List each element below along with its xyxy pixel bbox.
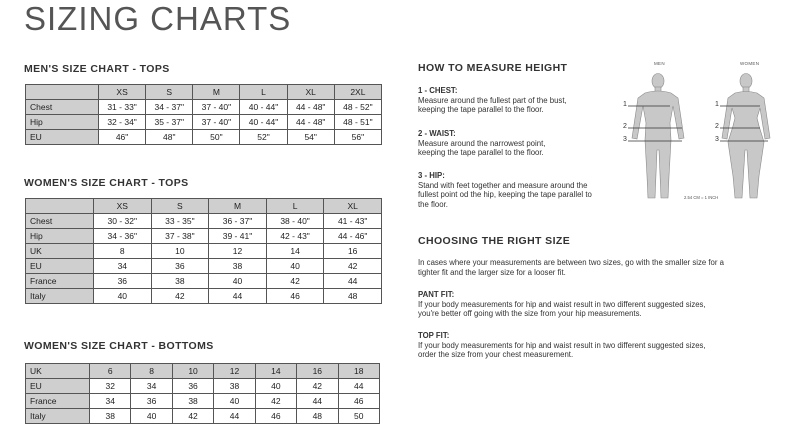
table-cell: 42 <box>266 274 324 289</box>
intro-text: In cases where your measurements are between two sizes, go with the smaller size for a tighter fit and the larger size for a looser fit. <box>418 258 724 277</box>
table-cell: 37 - 40" <box>193 115 240 130</box>
table-corner-cell <box>26 199 94 214</box>
measure-step-waist <box>418 129 568 158</box>
table-row <box>26 274 382 289</box>
body-silhouettes <box>612 58 802 208</box>
tip-title: TOP FIT: <box>418 331 450 340</box>
table-cell: 33 - 35" <box>151 214 209 229</box>
table-cell: 32 <box>90 379 131 394</box>
table-cell: 40 <box>94 289 152 304</box>
table-row <box>26 259 382 274</box>
table-cell: 50" <box>193 130 240 145</box>
table-cell: 8 <box>94 244 152 259</box>
table-cell: 39 - 41" <box>209 229 267 244</box>
table-cell: 16 <box>324 244 382 259</box>
table-cell: 42 <box>297 379 338 394</box>
table-cell: 46 <box>266 289 324 304</box>
row-label: France <box>26 394 90 409</box>
womens-bottoms-table <box>25 363 380 424</box>
table-cell: 34 - 36" <box>94 229 152 244</box>
table-cell: 34 <box>94 259 152 274</box>
table-cell: 40 <box>266 259 324 274</box>
table-row <box>26 130 382 145</box>
table-cell: 14 <box>266 244 324 259</box>
size-header: M <box>209 199 267 214</box>
table-row <box>26 229 382 244</box>
table-row <box>26 379 380 394</box>
marker-waist: 2 <box>715 123 719 130</box>
table-cell: 42 <box>255 394 296 409</box>
table-cell: 42 <box>324 259 382 274</box>
table-row <box>26 100 382 115</box>
table-cell: 38 <box>209 259 267 274</box>
table-header-row <box>26 85 382 100</box>
women-figure-label: WOMEN <box>740 61 760 66</box>
scale-note: 2.54 CM = 1 INCH <box>684 195 719 200</box>
table-cell: 10 <box>151 244 209 259</box>
size-header: 10 <box>172 364 213 379</box>
row-label: Hip <box>26 229 94 244</box>
table-corner-cell <box>26 85 99 100</box>
table-cell: 44 <box>324 274 382 289</box>
top-fit-tip <box>418 331 723 360</box>
table-cell: 40 - 44" <box>240 115 287 130</box>
size-header: S <box>151 199 209 214</box>
table-cell: 38 <box>90 409 131 424</box>
size-header: 18 <box>338 364 379 379</box>
size-header: 12 <box>214 364 255 379</box>
womens-tops-heading: WOMEN'S SIZE CHART - TOPS <box>24 177 189 189</box>
size-header: XS <box>99 85 146 100</box>
table-cell: 36 <box>151 259 209 274</box>
table-cell: 36 <box>172 379 213 394</box>
size-header: XL <box>324 199 382 214</box>
table-cell: 42 <box>172 409 213 424</box>
table-cell: 48" <box>146 130 193 145</box>
step-title: 1 - CHEST: <box>418 86 458 95</box>
table-cell: 32 - 34" <box>99 115 146 130</box>
table-row <box>26 115 382 130</box>
tip-text: If your body measurements for hip and waist result in two different suggested sizes, order the size from your chest measurement. <box>418 340 706 360</box>
size-header: XL <box>287 85 334 100</box>
row-label: Hip <box>26 115 99 130</box>
row-label: UK <box>26 364 90 379</box>
table-cell: 36 - 37" <box>209 214 267 229</box>
tip-text: If your body measurements for hip and waist result in two different suggested sizes, you're better off going with the size from your hip measurements. <box>418 299 706 319</box>
size-header: L <box>266 199 324 214</box>
step-title: 3 - HIP: <box>418 171 445 180</box>
size-header: 6 <box>90 364 131 379</box>
table-header-row <box>26 364 380 379</box>
womens-bottoms-heading: WOMEN'S SIZE CHART - BOTTOMS <box>24 340 214 352</box>
table-cell: 42 <box>151 289 209 304</box>
measure-step-hip <box>418 171 598 209</box>
men-figure-label: MEN <box>654 61 665 66</box>
table-cell: 46" <box>99 130 146 145</box>
table-row <box>26 409 380 424</box>
row-label: EU <box>26 130 99 145</box>
size-header: XS <box>94 199 152 214</box>
womens-tops-table <box>25 198 382 304</box>
table-cell: 44 <box>214 409 255 424</box>
marker-chest: 1 <box>715 101 719 108</box>
size-header: 16 <box>297 364 338 379</box>
marker-hip: 3 <box>715 136 719 143</box>
row-label: Chest <box>26 100 99 115</box>
table-row <box>26 289 382 304</box>
table-cell: 48 - 51" <box>334 115 381 130</box>
marker-chest: 1 <box>623 101 627 108</box>
row-label: UK <box>26 244 94 259</box>
pant-fit-tip <box>418 290 723 319</box>
marker-hip: 3 <box>623 136 627 143</box>
row-label: Chest <box>26 214 94 229</box>
right-size-heading: CHOOSING THE RIGHT SIZE <box>418 235 571 247</box>
table-cell: 44 <box>209 289 267 304</box>
man-silhouette-icon <box>632 74 684 199</box>
table-cell: 38 <box>214 379 255 394</box>
table-cell: 40 - 44" <box>240 100 287 115</box>
measure-height-heading: HOW TO MEASURE HEIGHT <box>418 62 568 74</box>
table-row <box>26 394 380 409</box>
table-cell: 48 <box>297 409 338 424</box>
body-measurement-figure <box>612 58 802 208</box>
table-cell: 37 - 38" <box>151 229 209 244</box>
size-header: M <box>193 85 240 100</box>
table-cell: 34 <box>90 394 131 409</box>
table-cell: 38 <box>151 274 209 289</box>
table-cell: 30 - 32" <box>94 214 152 229</box>
table-cell: 38 <box>172 394 213 409</box>
table-cell: 34 <box>131 379 172 394</box>
table-cell: 42 - 43" <box>266 229 324 244</box>
table-cell: 35 - 37" <box>146 115 193 130</box>
table-header-row <box>26 199 382 214</box>
table-cell: 36 <box>131 394 172 409</box>
table-cell: 44 <box>297 394 338 409</box>
table-cell: 56" <box>334 130 381 145</box>
step-title: 2 - WAIST: <box>418 129 456 138</box>
size-header: 8 <box>131 364 172 379</box>
table-cell: 34 - 37" <box>146 100 193 115</box>
table-cell: 41 - 43" <box>324 214 382 229</box>
table-cell: 12 <box>209 244 267 259</box>
table-cell: 48 - 52" <box>334 100 381 115</box>
step-text: Measure around the narrowest point, keeping the tape parallel to the floor. <box>418 138 546 158</box>
marker-waist: 2 <box>623 123 627 130</box>
mens-tops-table <box>25 84 382 145</box>
table-row <box>26 214 382 229</box>
table-cell: 40 <box>131 409 172 424</box>
row-label: Italy <box>26 289 94 304</box>
size-header: 2XL <box>334 85 381 100</box>
measure-step-chest <box>418 86 593 115</box>
mens-tops-heading: MEN'S SIZE CHART - TOPS <box>24 63 170 75</box>
table-cell: 50 <box>338 409 379 424</box>
table-cell: 46 <box>255 409 296 424</box>
size-header: L <box>240 85 287 100</box>
step-text: Stand with feet together and measure around the fullest point od the hip, keeping the tape parallel to the floor. <box>418 180 592 209</box>
page-title: SIZING CHARTS <box>24 0 292 37</box>
table-cell: 40 <box>214 394 255 409</box>
table-cell: 46 <box>338 394 379 409</box>
table-cell: 44 <box>338 379 379 394</box>
table-cell: 48 <box>324 289 382 304</box>
row-label: Italy <box>26 409 90 424</box>
tip-title: PANT FIT: <box>418 290 455 299</box>
table-cell: 44 - 48" <box>287 100 334 115</box>
row-label: EU <box>26 259 94 274</box>
right-size-intro <box>418 258 728 277</box>
table-cell: 44 - 48" <box>287 115 334 130</box>
table-row <box>26 244 382 259</box>
row-label: EU <box>26 379 90 394</box>
table-cell: 54" <box>287 130 334 145</box>
table-cell: 52" <box>240 130 287 145</box>
table-cell: 40 <box>255 379 296 394</box>
table-cell: 38 - 40" <box>266 214 324 229</box>
table-cell: 40 <box>209 274 267 289</box>
table-cell: 36 <box>94 274 152 289</box>
table-cell: 31 - 33" <box>99 100 146 115</box>
table-cell: 44 - 46" <box>324 229 382 244</box>
woman-silhouette-icon <box>722 74 770 199</box>
size-header: S <box>146 85 193 100</box>
table-cell: 37 - 40" <box>193 100 240 115</box>
size-header: 14 <box>255 364 296 379</box>
row-label: France <box>26 274 94 289</box>
step-text: Measure around the fullest part of the bust, keeping the tape parallel to the floor. <box>418 95 567 115</box>
